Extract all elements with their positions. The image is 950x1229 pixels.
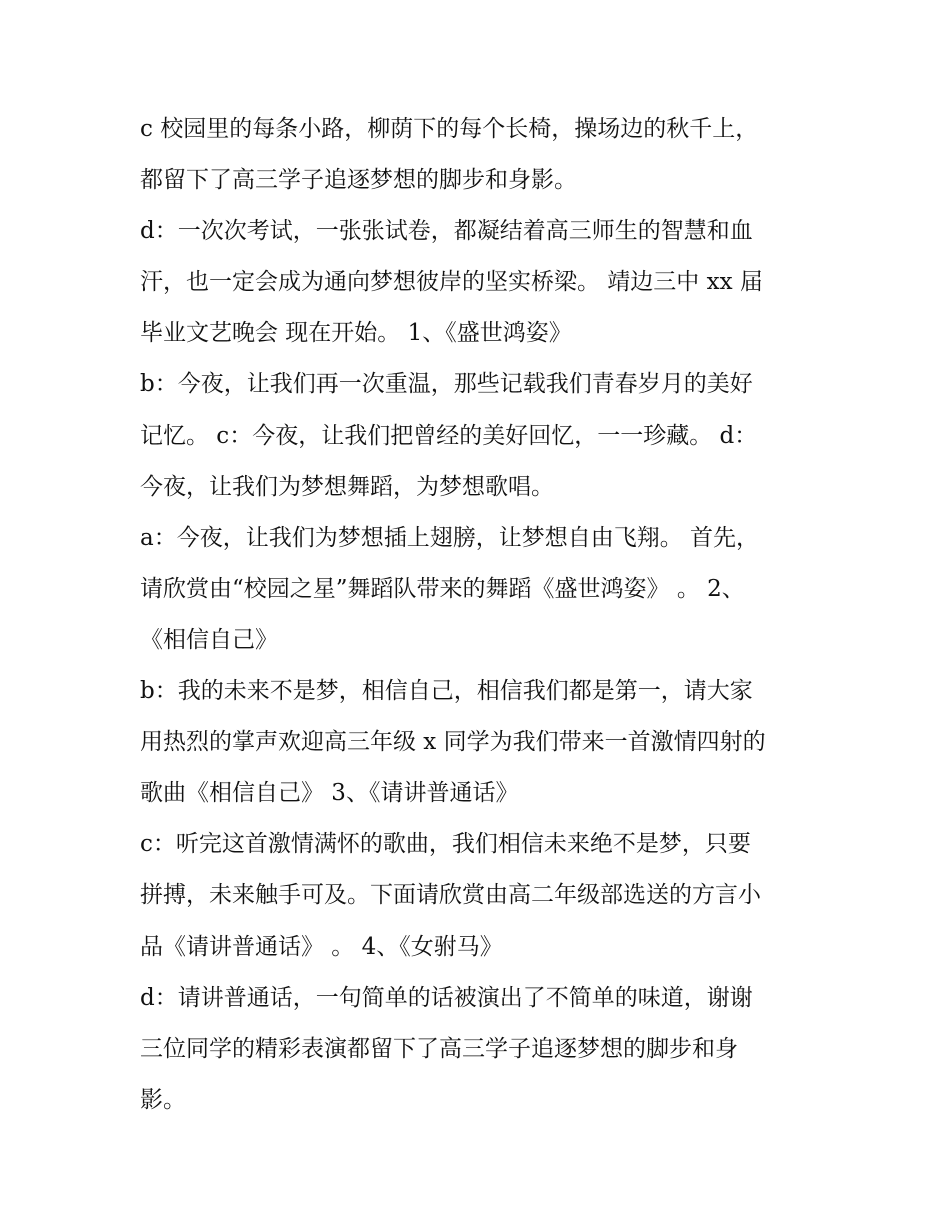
text-line: 拼搏，未来触手可及。下面请欣赏由高二年级部选送的方言小 bbox=[140, 882, 761, 909]
text-line: 歌曲《相信自己》 3、《请讲普通话》 bbox=[140, 780, 519, 807]
text-line: d：一次次考试，一张张试卷，都凝结着高三师生的智慧和血 bbox=[140, 218, 753, 245]
text-line: b：我的未来不是梦，相信自己，相信我们都是第一，请大家 bbox=[140, 678, 753, 705]
text-line: b：今夜，让我们再一次重温，那些记载我们青春岁月的美好 bbox=[140, 371, 753, 398]
text-line: 三位同学的精彩表演都留下了高三学子追逐梦想的脚步和身 bbox=[140, 1035, 738, 1062]
text-line: c 校园里的每条小路，柳荫下的每个长椅，操场边的秋千上， bbox=[140, 116, 759, 142]
text-line: a：今夜，让我们为梦想插上翅膀，让梦想自由飞翔。 首先， bbox=[140, 524, 760, 551]
text-line: c：听完这首激情满怀的歌曲，我们相信未来绝不是梦，只要 bbox=[140, 831, 751, 858]
text-line: 记忆。 c：今夜，让我们把曾经的美好回忆，一一珍藏。 d： bbox=[140, 422, 758, 449]
document-body bbox=[140, 104, 830, 1126]
text-line: 都留下了高三学子追逐梦想的脚步和身影。 bbox=[140, 167, 577, 194]
text-line: 汗，也一定会成为通向梦想彼岸的坚实桥梁。 靖边三中 xx 届 bbox=[140, 269, 763, 296]
text-line: 品《请讲普通话》 。 4、《女驸马》 bbox=[140, 933, 503, 960]
text-line: 《相信自己》 bbox=[140, 626, 278, 653]
text-line: 用热烈的掌声欢迎高三年级 x 同学为我们带来一首激情四射的 bbox=[140, 729, 766, 756]
text-line: d：请讲普通话，一句简单的话被演出了不简单的味道，谢谢 bbox=[140, 984, 753, 1011]
text-line: 影。 bbox=[140, 1086, 186, 1113]
text-line: 今夜，让我们为梦想舞蹈，为梦想歌唱。 bbox=[140, 473, 554, 500]
text-line: 毕业文艺晚会 现在开始。 1、《盛世鸿姿》 bbox=[140, 320, 572, 347]
text-line: 请欣赏由“校园之星”舞蹈队带来的舞蹈《盛世鸿姿》 。 2、 bbox=[140, 575, 745, 602]
